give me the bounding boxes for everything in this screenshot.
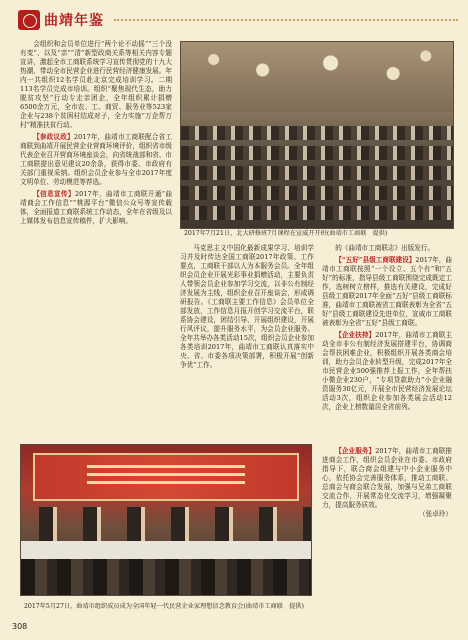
header-rule (114, 19, 458, 21)
section-text: 2017年，曲靖市工商联配合省工商联到曲靖开展民营企业营商环境评价，组织省市级代表企业召开营商环境座谈会，向省统战部和省、市工商联提出意见建议20余条，获得市委、市政府有关部门重视采纳。组织会员企业参与全市2017年度文明单位、劳动模范等荐选。 (20, 133, 173, 186)
paragraph: 马克思主义中国化最新成果学习、培训学习并及时传达全国工商联2017年政策、工作要点，工商联干部以人为本服务会员。全年组织会员企业开展光彩事业捐赠活动，主要负责人带领会员企业参加学习交流，以非公有制经济发展为主线，组织企业召开座谈会，形成调研报告。《工商联主要工作信息》会员单位全部发放，工作信息月报开创学习交流平台，联系协会建设，团结引导、开展组织建设，开展行风评议，提升服务水平，为会员企业服务。全年共举办各类活动15次，组织会员企业参加各类培训2017年，曲靖市工商联认真落实中央、省、市委各项决策部署，积极开展“创新争优”工作。 (180, 244, 314, 369)
section-text: 2017年，曲靖市工商联主动全市非公有制经济发展搭建平台，协调商会帮扶困难企业，积极组织开展各类商会培训，助力会员企业转型升级，完成2017年全市民营企业500强推荐上报工作，全年帮扶小微企业230户，“专项贷款助力”小企业融资服务30亿元，开展全市民营经济发展论坛活动3次，组织企业参加各类展会活动12次，企业上榜数量居全省前列。 (322, 331, 453, 411)
yearbook-logo (18, 10, 40, 30)
front-audience (21, 559, 311, 596)
paragraph: 会组织和会员单位进行“两个论不动摇”“三个没有变”、以及“亲”“清”新型政商关系等相关内容专题宣讲，激起全市工商联系统学习宣传贯彻党的十九大热潮，带动全市民营企业进行民营经济健康发展。年内一共组织12名学员赴北京完成培训学习。二期113名学员完成市培训。组织“聚焦现代生态，助力脱贫攻坚”行动专走亲团企，全年组织累计捐赠6500余万元，全市农、工、商贸、服务业等523家企业与238个贫困村结成对子，全力实施“万企帮万村”精准扶贫行动。 (20, 40, 172, 129)
author-credit: （张卓玲） (419, 510, 452, 518)
audience-row (181, 186, 453, 200)
audience-row (181, 206, 453, 220)
section-tag: 【“五好”县级工商联建设】 (335, 256, 416, 264)
right-column (322, 244, 452, 412)
panel-table (21, 541, 311, 559)
paragraph (322, 331, 452, 412)
paragraph (20, 133, 172, 187)
middle-column (180, 244, 314, 370)
header-title: 曲靖年鉴 (44, 13, 104, 29)
stage-banner (33, 453, 299, 501)
section-tag: 【企业扶持】 (335, 331, 376, 339)
right-column-continued (322, 444, 452, 519)
left-column (20, 40, 172, 226)
paragraph (322, 256, 452, 328)
section-text: 2017年，曲靖市工商联推进商会工作，组织会员企业在市委、市政府指导下，联合商会组建与中小企业服务中心，依托协会完善服务体系，推动工商联、总商会与商会联合发展，加强与兄弟工商联交流合作，开展常态化交流学习，增强凝聚力，提高服务质效。 (322, 447, 453, 509)
panel-members (21, 507, 311, 543)
section-tag: 【企业服务】 (335, 447, 376, 455)
audience-row (181, 166, 453, 180)
photo-caption: 2017年5月27日，曲靖市组织成员成为全国年轻一代民营企业家理想信念教育会(曲靖市工商联 提供) (24, 603, 304, 610)
audience-row (181, 146, 453, 160)
ceiling-lights (181, 42, 453, 112)
section-tag: 【参政议政】 (33, 133, 74, 141)
section-text: 2017年，曲靖市工商联开通“曲靖商会工作信息”“桃源平台”微信公众号等宣传载体，全面报道工商联系统工作动态，全年在省级及以上媒体发布信息宣传稿件，扩大影响。 (20, 190, 172, 225)
conference-photo (180, 41, 454, 229)
panel-photo (20, 444, 312, 596)
section-tag: 【信息宣传】 (33, 190, 75, 198)
photo-caption: 2017年7月21日，北大研修班7月课程在宣威开开班(曲靖市工商联 提供) (184, 230, 388, 237)
page-number: 308 (12, 622, 28, 631)
paragraph (322, 447, 452, 510)
page-header (18, 8, 458, 32)
paragraph (20, 190, 172, 226)
section-text: 2017年，曲靖市工商联按照“一个设立、五个有”和“五好”的标准，指导县级工商联围绕完成既定工作，选树树立榜样，推选有关建设，完成好县级工商联2017年全面“五好”县级工商联标准，曲靖市工商联被省工商联表彰为全省“五好”县级工商联建设先进单位，宣威市工商联被表彰为全省“五好”县级工商联。 (322, 256, 452, 327)
audience-row (181, 126, 453, 140)
paragraph: 的《曲靖市工商联志》出版发行。 (335, 244, 435, 252)
